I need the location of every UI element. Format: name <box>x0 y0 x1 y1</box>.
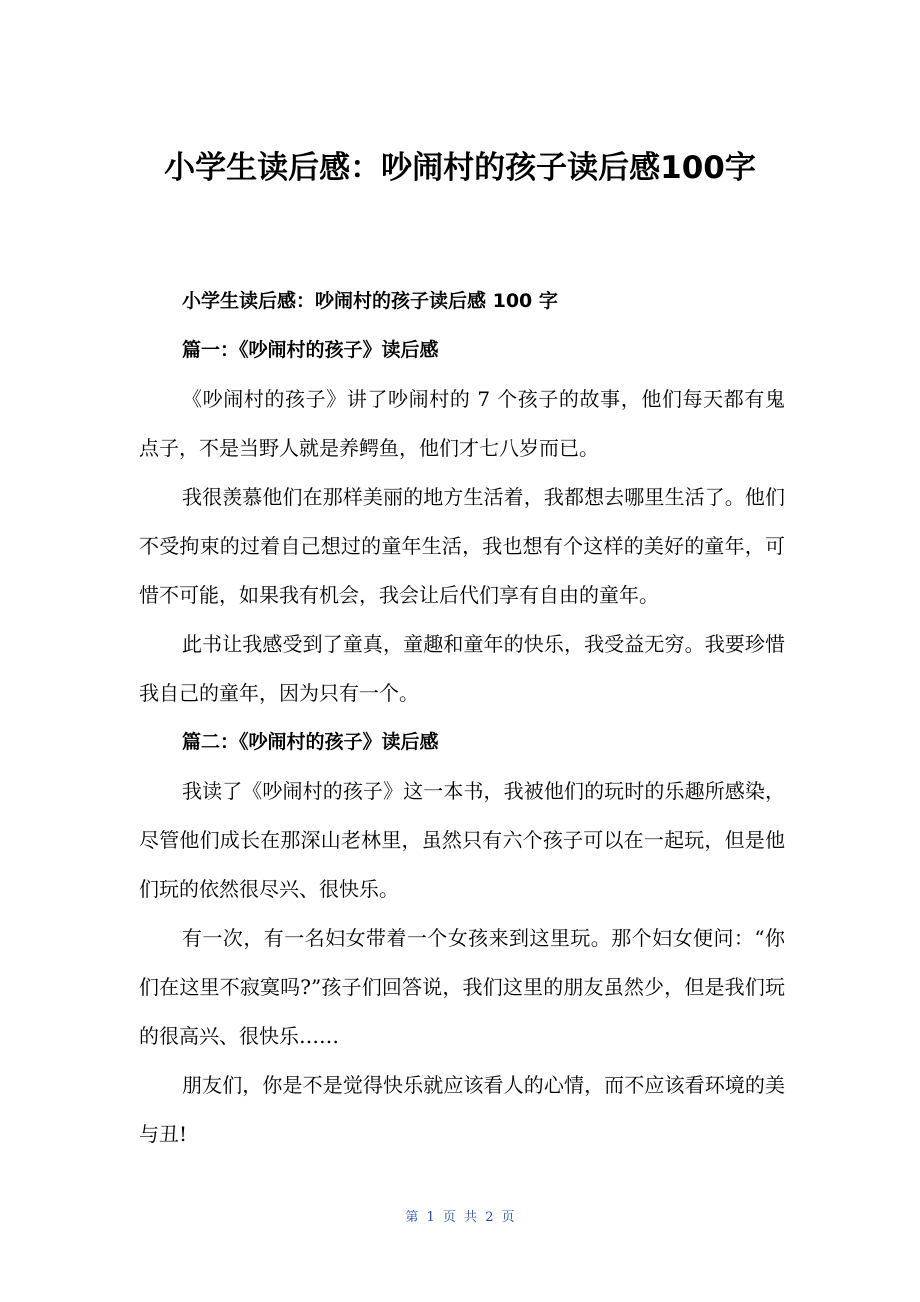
document-subtitle: 小学生读后感：吵闹村的孩子读后感 100 字 <box>182 290 558 312</box>
paragraph: 朋友们，你是不是觉得快乐就应该看人的心情，而不应该看环境的美与丑! <box>139 1073 785 1146</box>
paragraph: 此书让我感受到了童真，童趣和童年的快乐，我受益无穷。我要珍惜我自己的童年，因为只有一个。 <box>139 632 785 705</box>
page-number-indicator: 第 1 页 共 2 页 <box>405 1210 515 1225</box>
document-body <box>139 277 785 1159</box>
paragraph: 我读了《吵闹村的孩子》这一本书，我被他们的玩时的乐趣所感染，尽管他们成长在那深山老林里，虽然只有六个孩子可以在一起玩，但是他们玩的依然很尽兴、很快乐。 <box>139 779 785 901</box>
paragraph: 我很羡慕他们在那样美丽的地方生活着，我都想去哪里生活了。他们不受拘束的过着自己想过的童年生活，我也想有个这样的美好的童年，可惜不可能，如果我有机会，我会让后代们享有自由的童年。 <box>139 485 785 607</box>
paragraph: 《吵闹村的孩子》讲了吵闹村的 7 个孩子的故事，他们每天都有鬼点子，不是当野人就是养鳄鱼，他们才七八岁而已。 <box>139 387 785 460</box>
section-heading: 篇一：《吵闹村的孩子》读后感 <box>182 339 439 361</box>
paragraph: 有一次，有一名妇女带着一个女孩来到这里玩。那个妇女便问：“你们在这里不寂寞吗?”孩子们回答说，我们这里的朋友虽然少，但是我们玩的很高兴、很快乐…… <box>139 926 785 1048</box>
document-title: 小学生读后感：吵闹村的孩子读后感100字 <box>164 150 756 186</box>
page-footer <box>0 1206 920 1225</box>
section-heading: 篇二：《吵闹村的孩子》读后感 <box>182 731 439 753</box>
